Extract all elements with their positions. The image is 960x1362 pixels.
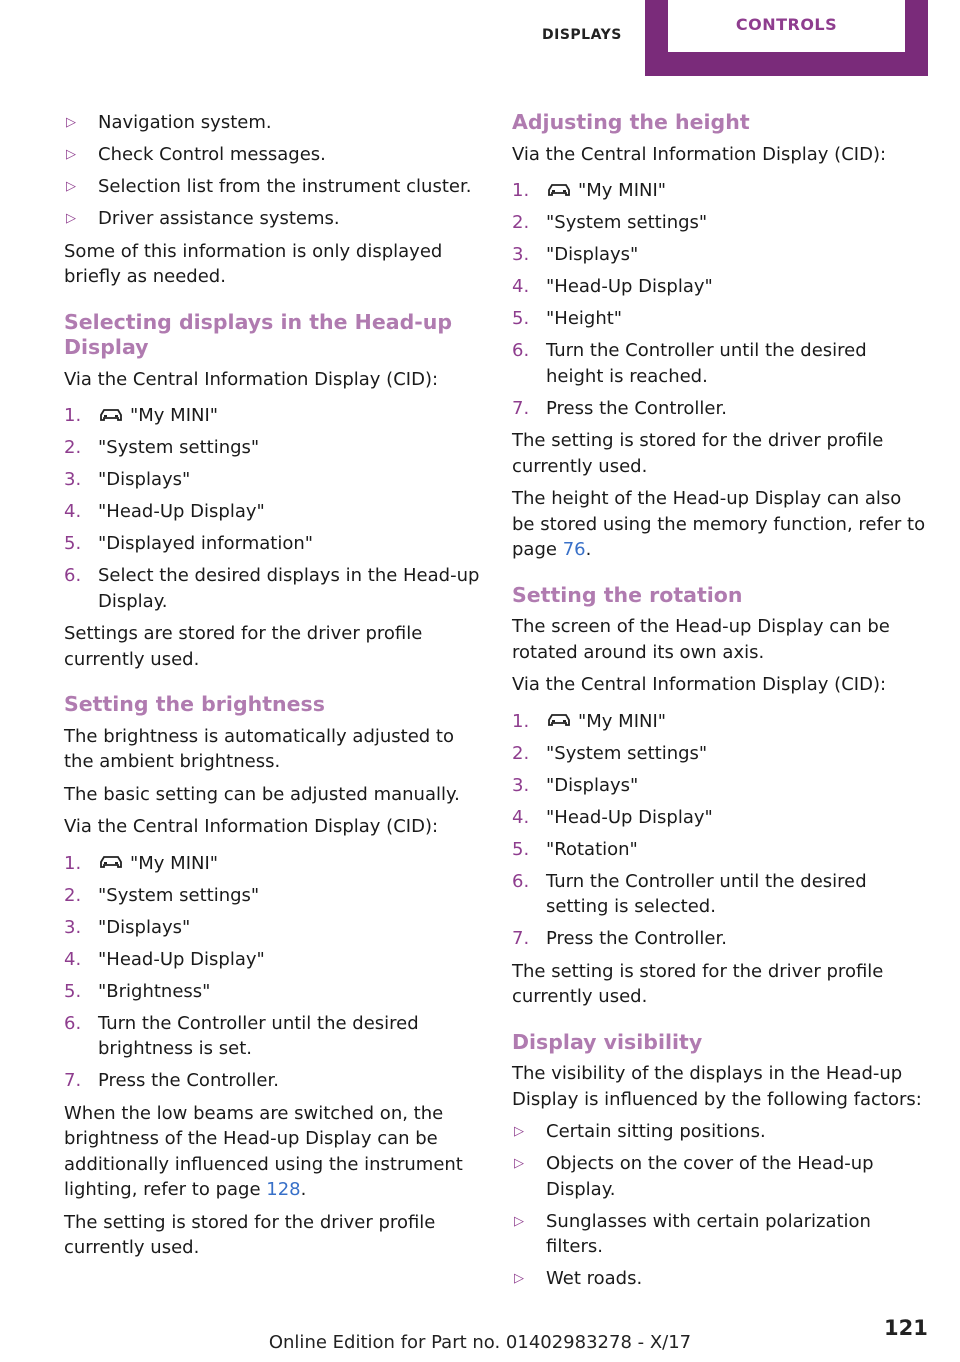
list-item: 7. Press the Controller.: [512, 928, 727, 949]
car-icon: [546, 712, 572, 728]
paragraph: The basic setting can be adjusted manually.: [64, 783, 460, 805]
list-item: 6. Select the desired displays in the Head-up Display.: [64, 565, 480, 612]
list-item: 5. "Height": [512, 308, 623, 329]
list-item: 6. Turn the Controller until the desired brightness is set.: [64, 1012, 419, 1059]
list-item: 7. Press the Controller.: [64, 1070, 279, 1091]
section-heading: Selecting displays in the Head-up Display: [64, 309, 453, 359]
list-item: 2. "System settings": [512, 742, 708, 764]
list-item: 6. Turn the Controller until the desired height is reached.: [512, 340, 867, 387]
list-item: 2. "System settings": [64, 437, 260, 458]
triangle-bullet-icon: ▷: [66, 179, 76, 194]
triangle-bullet-icon: ▷: [66, 115, 76, 130]
page-link[interactable]: 128: [266, 1179, 301, 1200]
list-item: ▷ Certain sitting positions.: [512, 1119, 928, 1145]
list-item: ▷ Navigation system.: [64, 110, 484, 136]
list-item: 3. "Displays": [64, 469, 191, 490]
triangle-bullet-icon: ▷: [514, 1156, 524, 1171]
car-icon: [546, 182, 572, 198]
paragraph: The setting is stored for the driver profile currently used.: [64, 1211, 436, 1258]
header-tab: [645, 0, 928, 76]
section-heading: Display visibility: [512, 1029, 703, 1054]
list-item: ▷ Selection list from the instrument cluster.: [64, 174, 484, 200]
list-item: 1. "My MINI": [64, 405, 219, 426]
list-item: 5. "Displayed information": [64, 533, 314, 554]
paragraph: The screen of the Head-up Display can be rotated around its own axis.: [512, 616, 890, 663]
list-item: 4. "Head-Up Display": [64, 948, 265, 970]
list-item: ▷ Sunglasses with certain polarization filters.: [514, 1210, 871, 1257]
list-item: 3. "Displays": [512, 774, 639, 796]
list-item: 4. "Head-Up Display": [64, 501, 265, 522]
steps-list: [512, 174, 928, 421]
paragraph: Some of this information is only displayed briefly as needed.: [64, 240, 443, 287]
paragraph: The setting is stored for the driver profile currently used.: [512, 430, 884, 477]
list-item: 5. "Rotation": [512, 838, 638, 860]
list-item: 3. "Displays": [512, 244, 639, 265]
paragraph: The setting is stored for the driver profile currently used.: [512, 960, 884, 1007]
section-heading: Setting the rotation: [512, 582, 743, 607]
steps-list: [64, 847, 484, 1094]
list-item: 6. Turn the Controller until the desired setting is selected.: [512, 870, 867, 917]
paragraph: Via the Central Information Display (CID):: [64, 368, 439, 390]
steps-list: [64, 399, 484, 614]
list-item: ▷ Check Control messages.: [64, 142, 484, 168]
triangle-bullet-icon: ▷: [514, 1271, 524, 1286]
list-item: ▷ Objects on the cover of the Head-up Display.: [514, 1153, 874, 1200]
header-section-label: DISPLAYS: [542, 27, 622, 43]
triangle-bullet-icon: ▷: [514, 1124, 524, 1139]
right-column: [512, 110, 928, 1299]
paragraph: The visibility of the displays in the Head-up Display is influenced by the following factors:: [512, 1063, 922, 1110]
list-item: 5. "Brightness": [64, 980, 211, 1002]
list-item: 4. "Head-Up Display": [512, 806, 713, 828]
list-item: 4. "Head-Up Display": [512, 276, 713, 297]
car-icon: [98, 407, 124, 423]
list-item: 7. Press the Controller.: [512, 397, 727, 419]
list-item: 2. "System settings": [512, 212, 708, 233]
section-heading: Adjusting the height: [512, 110, 750, 134]
paragraph: The height of the Head-up Display can also be stored using the memory function, refer to page 76.: [512, 488, 926, 560]
info-bullet-list: [64, 110, 484, 232]
list-item: 1. "My MINI": [64, 852, 219, 874]
list-item: ▷ Wet roads.: [512, 1266, 928, 1292]
header-tab-label: CONTROLS: [668, 0, 905, 52]
paragraph: Via the Central Information Display (CID):: [512, 674, 887, 695]
left-column: [64, 110, 484, 1268]
car-icon: [98, 854, 124, 870]
section-heading: Setting the brightness: [64, 692, 325, 716]
page-link[interactable]: 76: [562, 539, 586, 560]
footer-edition: Online Edition for Part no. 01402983278 - X/17: [268, 1332, 692, 1353]
list-item: 1. "My MINI": [512, 710, 667, 732]
list-item: 3. "Displays": [64, 916, 191, 938]
paragraph: Via the Central Information Display (CID):: [512, 143, 887, 165]
triangle-bullet-icon: ▷: [66, 211, 76, 226]
steps-list: [512, 705, 928, 952]
paragraph: Via the Central Information Display (CID):: [64, 816, 439, 837]
paragraph: When the low beams are switched on, the brightness of the Head-up Display can be additionally influenced using the instrument lighting, refer to page 128.: [64, 1102, 463, 1200]
triangle-bullet-icon: ▷: [514, 1213, 524, 1229]
page-number: 121: [884, 1316, 928, 1340]
triangle-bullet-icon: ▷: [66, 147, 76, 162]
list-item: ▷ Driver assistance systems.: [64, 206, 484, 232]
list-item: 2. "System settings": [64, 884, 260, 906]
paragraph: The brightness is automatically adjusted to the ambient brightness.: [64, 725, 455, 772]
factors-bullet-list: [512, 1119, 928, 1292]
list-item: 1. "My MINI": [512, 180, 667, 201]
paragraph: Settings are stored for the driver profile currently used.: [64, 623, 423, 670]
